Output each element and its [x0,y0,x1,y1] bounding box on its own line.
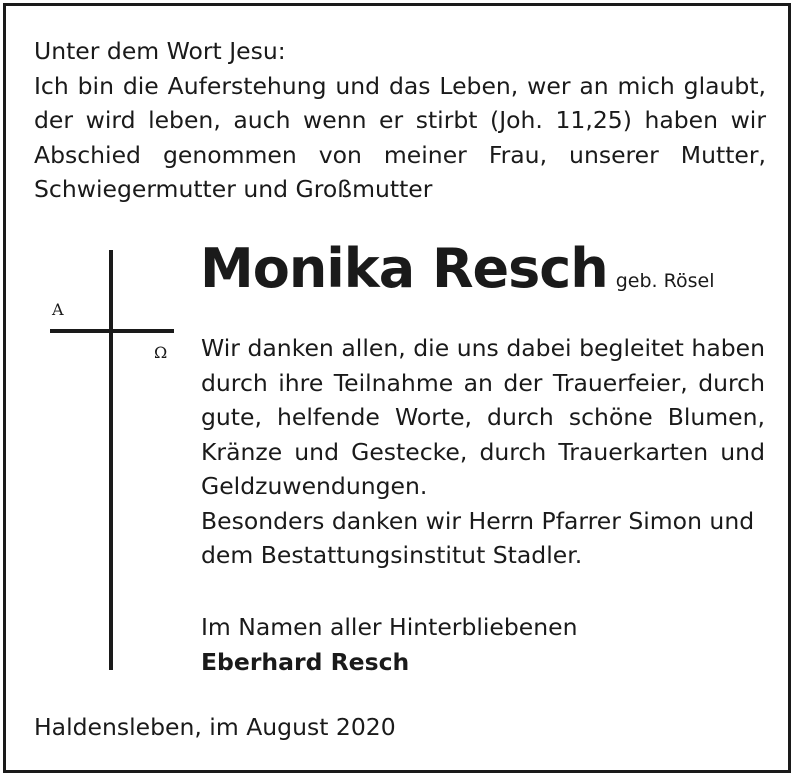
thanks-text [201,331,765,573]
deceased-name-block [200,234,714,316]
signer-name: Eberhard Resch [201,647,410,676]
omega-symbol: Ω [154,343,168,362]
signoff-intro: Im Namen aller Hinterbliebenen [201,613,578,641]
verse-line: Abschied genommen von meiner Frau, unserer Mutter, [34,140,766,169]
verse-line: Unter dem Wort Jesu: [34,37,286,65]
thanks-line: Wir danken allen, die uns dabei begleitet haben [201,334,765,362]
cross-horizontal-bar [50,329,174,333]
verse-line: Ich bin die Auferstehung und das Leben, wer an mich glaubt, [34,71,766,100]
place-and-date: Haldensleben, im August 2020 [34,713,396,741]
alpha-symbol: A [52,300,64,319]
cross-vertical-bar [109,250,113,670]
thanks-line: durch ihre Teilnahme an der Trauerfeier, durch [201,368,765,397]
thanks-line: Besonders danken wir Herrn Pfarrer Simon und [201,506,755,535]
thanks-line: dem Bestattungsinstitut Stadler. [201,541,583,569]
deceased-name: Monika Resch [200,237,608,300]
signoff [201,610,578,679]
verse-line: der wird leben, auch wenn er stirbt (Joh. 11,25) haben wir [34,106,766,134]
bible-verse [34,34,766,207]
thanks-line: Geldzuwendungen. [201,472,428,500]
thanks-line: Kränze und Gestecke, durch Trauerkarten und [201,437,765,466]
maiden-name: geb. Rösel [615,270,715,292]
verse-line: Schwiegermutter und Großmutter [34,175,433,203]
thanks-line: gute, helfende Worte, durch schöne Blumen, [201,403,765,431]
